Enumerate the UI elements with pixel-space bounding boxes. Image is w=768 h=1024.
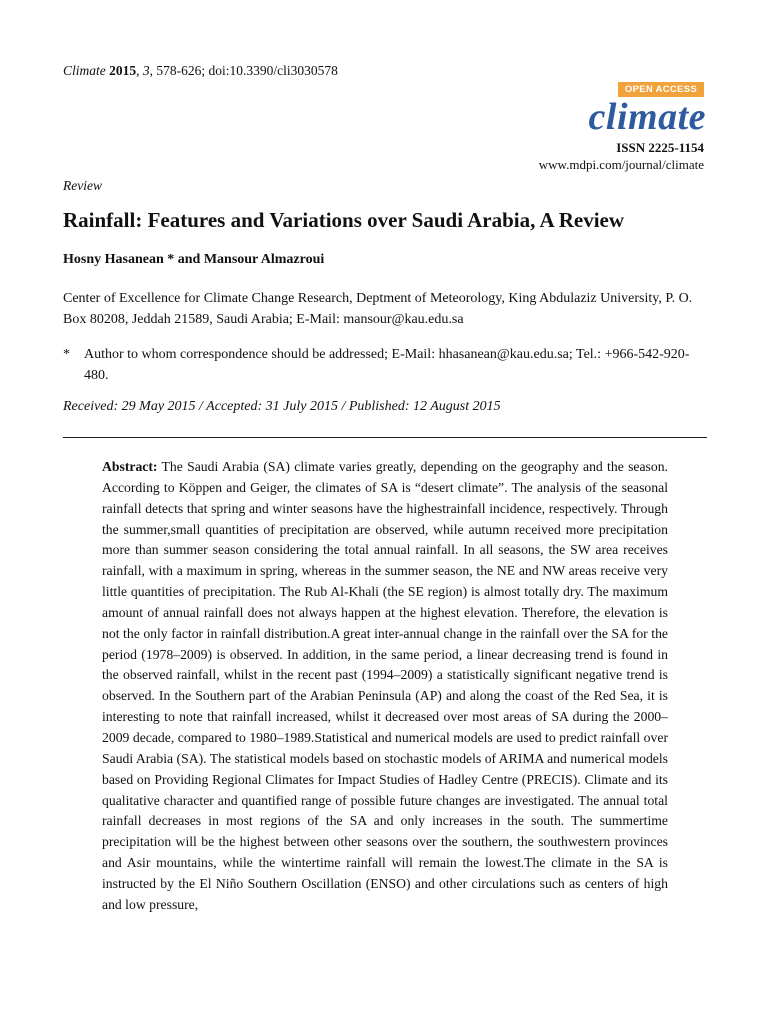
citation-rest: , 578-626; doi:10.3390/cli3030578 <box>149 63 338 78</box>
publication-dates: Received: 29 May 2015 / Accepted: 31 July 2015 / Published: 12 August 2015 <box>63 399 501 414</box>
issn: ISSN 2225-1154 <box>616 140 704 155</box>
journal-logo: climate <box>588 96 706 138</box>
abstract-label: Abstract: <box>102 459 158 474</box>
correspondence-text: Author to whom correspondence should be addressed; E-Mail: hhasanean@kau.edu.sa; Tel.: +966-542-920-480. <box>84 347 690 383</box>
abstract-text: The Saudi Arabia (SA) climate varies greatly, depending on the geography and the season. According to Köppen and Geiger, the climates of SA is “desert climate”. The analysis of the seasonal rainfall detects that spring and winter seasons have the highestrainfall incidence, respectively. Through the summer,small quantities of precipitation are observed, while autumn received more precipitation more than summer season considering the total annual rainfall. In all seasons, the SW area receives rainfall, with a maximum in spring, whereas in the summer season, the NE and NW areas receive very little quantities of precipitation. The Rub Al-Khali (the SE region) is almost totally dry. The maximum amount of annual rainfall does not always happen at the highest elevation. Therefore, the elevation is not the only factor in rainfall distribution.A great inter-annual change in the rainfall over the SA for the period (1978–2009) is observed. In addition, in the same period, a linear decreasing trend is found in the observed rainfall, whilst in the recent past (1994–2009) a statistically significant negative trend is observed. In the Southern part of the Arabian Peninsula (AP) and along the coast of the Red Sea, it is interesting to note that rainfall increased, whilst it decreased over most areas of SA during the 2000–2009 decade, compared to 1980–1989.Statistical and numerical models are used to predict rainfall over Saudi Arabia (SA). The statistical models based on stochastic models of ARIMA and numerical models based on Providing Regional Climates for Impact Studies of Hadley Centre (PRECIS). Climate and its qualitative character and quantified range of possible future changes are investigated. The annual total rainfall decreases in most regions of the SA and only increases in the south. The summertime precipitation will be the highest between other seasons over the southern, the southwestern provinces and Asir mountains, while the wintertime rainfall will remain the lowest.The climate in the SA is instructed by the El Niño Southern Oscillation (ENSO) and other circulations such as centers of high and low pressure, <box>102 459 668 912</box>
correspondence-mark: * <box>63 347 70 362</box>
citation-volume: 3 <box>142 63 150 78</box>
article-title: Rainfall: Features and Variations over Saudi Arabia, A Review <box>63 208 625 232</box>
abstract <box>102 457 668 916</box>
journal-url[interactable]: www.mdpi.com/journal/climate <box>538 157 704 172</box>
citation-year: 2015 <box>109 63 137 78</box>
authors: Hosny Hasanean * and Mansour Almazroui <box>63 252 325 267</box>
header-divider <box>63 437 707 438</box>
citation-line: Climate 2015, 3, 578-626; doi:10.3390/cli3030578 <box>63 63 338 78</box>
citation-journal: Climate <box>63 63 106 78</box>
affiliation: Center of Excellence for Climate Change Research, Deptment of Meteorology, King Abdulaziz University, P. O. Box 80208, Jeddah 21589, Saudi Arabia; E-Mail: mansour@kau.edu.sa <box>63 291 693 327</box>
article-type: Review <box>63 178 102 193</box>
open-access-badge: OPEN ACCESS <box>618 82 704 97</box>
correspondence-note <box>63 344 713 386</box>
